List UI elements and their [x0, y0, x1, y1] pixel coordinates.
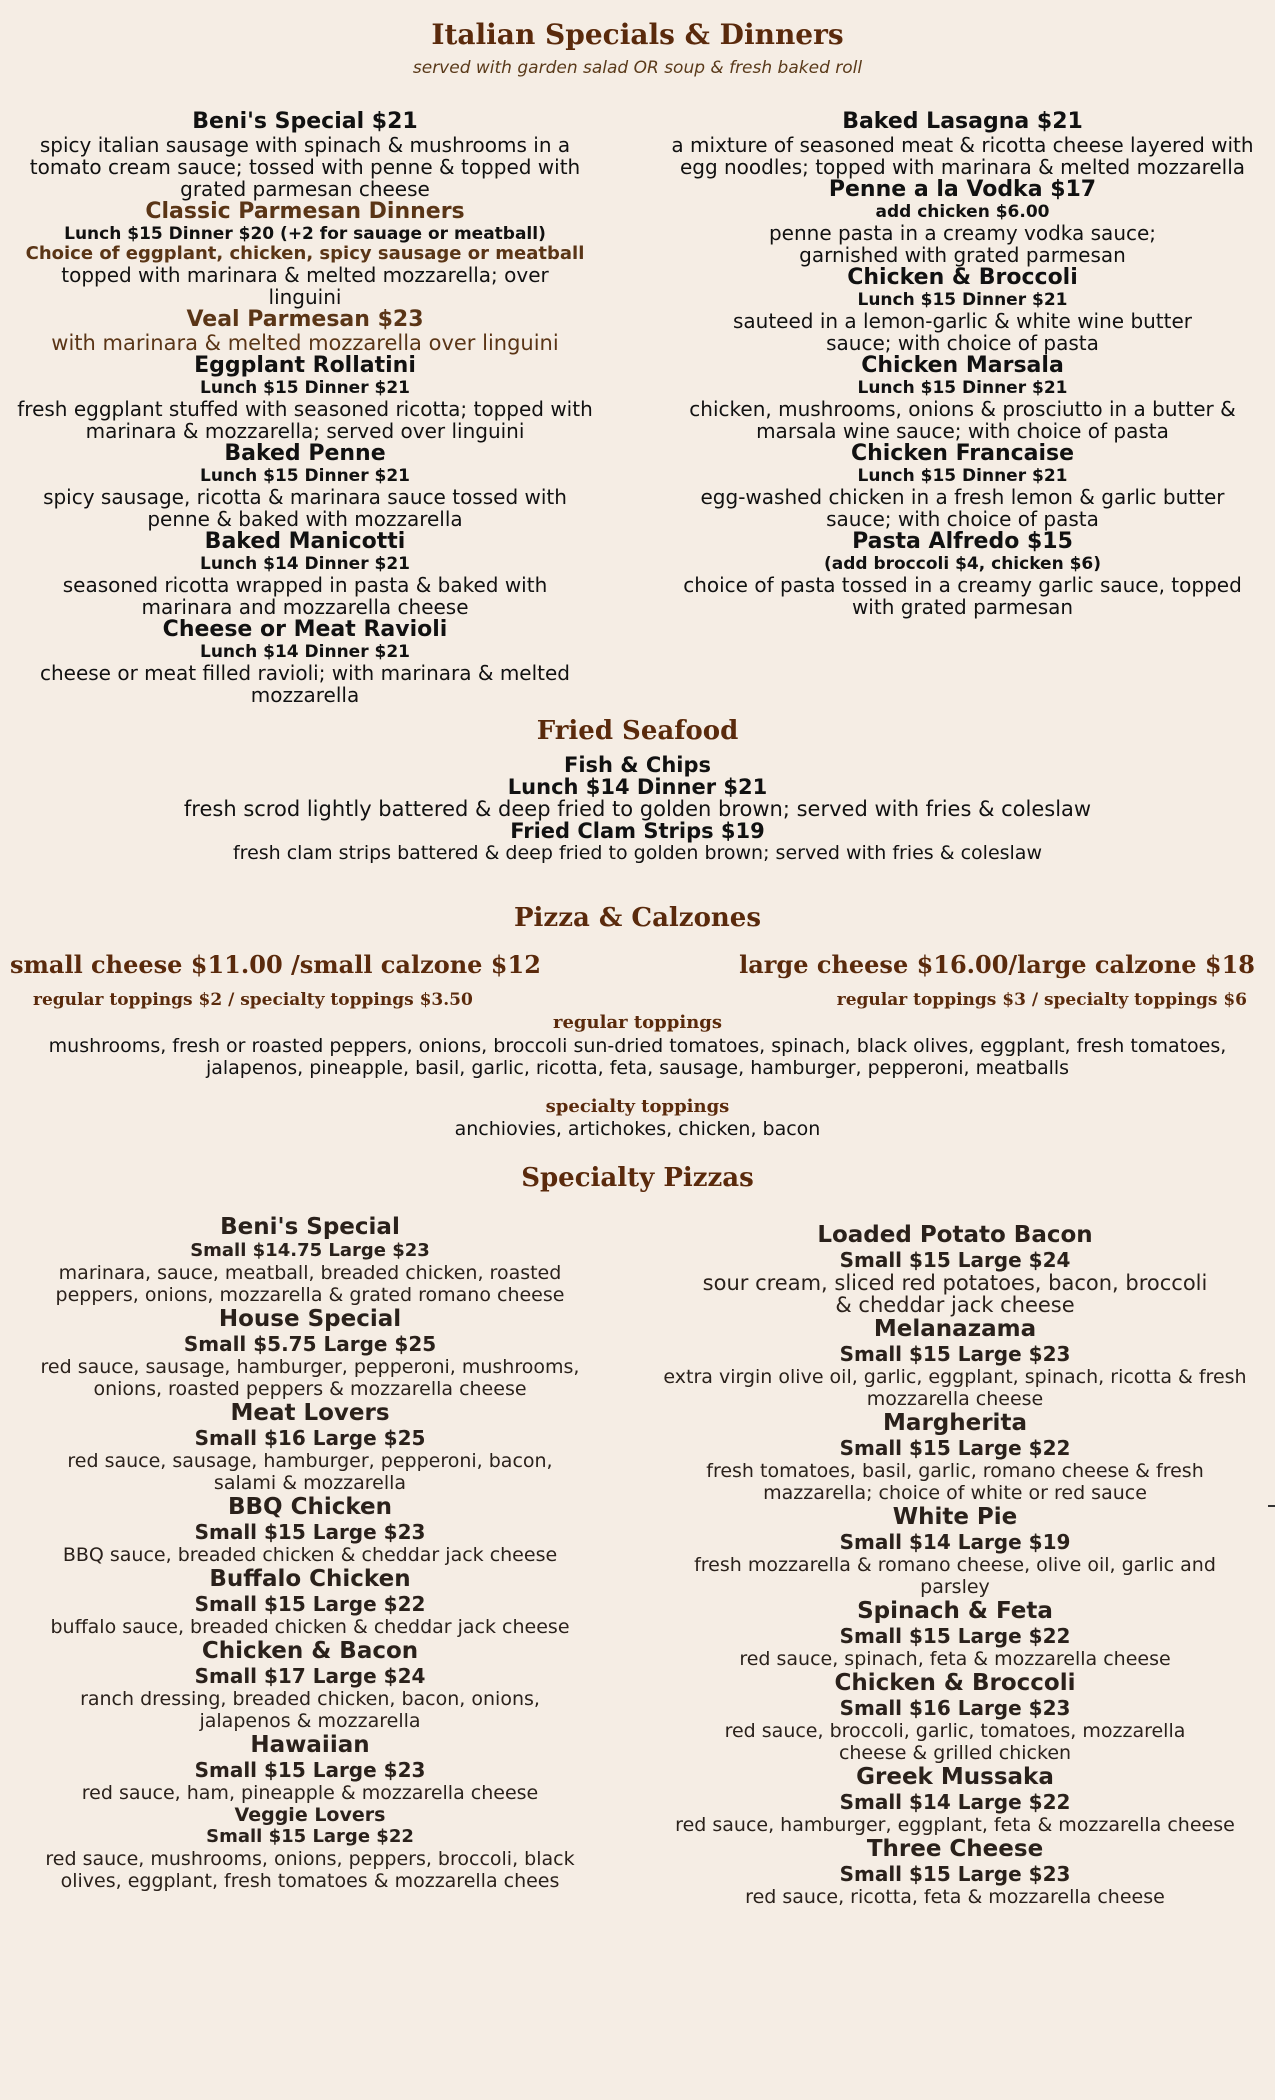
menu-item: [660, 1670, 1250, 1764]
item-price: Small $15 Large $22: [839, 1436, 1071, 1460]
item-name: Classic Parmesan Dinners: [145, 199, 465, 224]
item-description: egg-washed chicken in a fresh lemon & garlic butter sauce; with choice of pasta: [700, 485, 1225, 531]
menu-item: [660, 530, 1265, 618]
item-price: Lunch $14 Dinner $21: [199, 642, 410, 662]
menu-item: [660, 1222, 1250, 1316]
item-name: Buffalo Chicken: [209, 1566, 411, 1592]
item-name: Meat Lovers: [230, 1400, 390, 1426]
item-description: red sauce, spinach, feta & mozzarella cheese: [739, 1648, 1171, 1670]
item-price: Small $15 Large $23: [194, 1520, 426, 1544]
menu-item: [10, 354, 600, 442]
menu-item: [10, 530, 600, 618]
item-name: Beni's Special: [220, 1214, 400, 1240]
item-price: Small $5.75 Large $25: [183, 1332, 437, 1356]
item-description: buffalo sauce, breaded chicken & cheddar jack cheese: [50, 1616, 570, 1638]
specialty-pizzas-left-column: [20, 1214, 600, 1892]
item-price: Lunch $15 Dinner $21: [199, 466, 410, 486]
menu-item: [10, 618, 600, 706]
item-name: Three Cheese: [866, 1836, 1044, 1862]
item-price: Lunch $14 Dinner $21: [199, 554, 410, 574]
item-price: Lunch $15 Dinner $21: [857, 378, 1068, 398]
section-title-specialty-pizzas: Specialty Pizzas: [521, 1163, 754, 1193]
item-name: Fried Clam Strips $19: [510, 819, 765, 843]
menu-item: [20, 1306, 600, 1400]
item-description: sauteed in a lemon-garlic & white wine butter sauce; with choice of pasta: [732, 309, 1193, 355]
regular-toppings-list: mushrooms, fresh or roasted peppers, onions, broccoli sun-dried tomatoes, spinach, black olives, eggplant, fresh tomatoes, jalapenos, pineapple, basil, garlic, ricotta, feta, sausage, hamburger, pepperoni, meatballs: [48, 1035, 1227, 1079]
item-description: penne pasta in a creamy vodka sauce; garnished with grated parmesan: [768, 221, 1157, 267]
regular-toppings-title: regular toppings: [553, 1012, 722, 1033]
item-description: red sauce, broccoli, garlic, tomatoes, mozzarella cheese & grilled chicken: [724, 1720, 1186, 1764]
section-title-seafood: Fried Seafood: [536, 716, 739, 746]
menu-item: [660, 354, 1265, 442]
small-pizza-price: small cheese $11.00 /small calzone $12: [10, 950, 541, 979]
small-toppings-price: regular toppings $2 / specialty toppings $3.50: [33, 990, 473, 1010]
item-name: Hawaiian: [250, 1732, 370, 1758]
menu-item: [20, 1732, 600, 1804]
menu-item: [660, 1504, 1250, 1598]
item-name: Veggie Lovers: [234, 1804, 386, 1826]
item-description: red sauce, mushrooms, onions, peppers, broccoli, black olives, eggplant, fresh tomatoes & mozzarella chees: [45, 1848, 575, 1892]
item-name: Chicken Marsala: [861, 353, 1064, 378]
specialty-toppings-title: specialty toppings: [545, 1096, 730, 1117]
item-description: fresh clam strips battered & deep fried to golden brown; served with fries & coleslaw: [232, 842, 1042, 864]
page-subtitle: served with garden salad OR soup & fresh baked roll: [412, 58, 863, 78]
item-price: Small $15 Large $22: [839, 1624, 1071, 1648]
item-description: spicy sausage, ricotta & marinara sauce tossed with penne & baked with mozzarella: [43, 485, 567, 531]
dinners-right-column: [660, 110, 1265, 618]
item-name: Penne a la Vodka $17: [828, 177, 1097, 202]
item-price: Lunch $15 Dinner $20 (+2 for sauage or meatball): [64, 224, 546, 244]
item-description: fresh tomatoes, basil, garlic, romano cheese & fresh mazzarella; choice of white or red sauce: [706, 1460, 1204, 1504]
item-price: (add broccoli $4, chicken $6): [823, 554, 1102, 574]
item-description: red sauce, ham, pineapple & mozzarella cheese: [81, 1782, 539, 1804]
large-toppings-price: regular toppings $3 / specialty toppings $6: [836, 990, 1247, 1010]
item-price: add chicken $6.00: [875, 202, 1050, 222]
item-name: Baked Lasagna $21: [842, 109, 1083, 134]
menu-item: [660, 1836, 1250, 1908]
item-description: spicy italian sausage with spinach & mushrooms in a tomato cream sauce; tossed with penne & topped with grated parmesan cheese: [29, 133, 581, 201]
item-description: red sauce, sausage, hamburger, pepperoni, mushrooms, onions, roasted peppers & mozzarella cheese: [40, 1356, 580, 1400]
item-description: marinara, sauce, meatball, breaded chicken, roasted peppers, onions, mozzarella & grated romano cheese: [55, 1262, 565, 1306]
item-description: extra virgin olive oil, garlic, eggplant, spinach, ricotta & fresh mozzarella cheese: [663, 1366, 1247, 1410]
specialty-pizzas-right-column: [660, 1222, 1250, 1908]
menu-item: [660, 178, 1265, 266]
item-description: red sauce, hamburger, eggplant, feta & mozzarella cheese: [675, 1814, 1235, 1836]
item-price: Small $15 Large $23: [839, 1342, 1071, 1366]
menu-item: [10, 308, 600, 354]
item-price: Small $16 Large $25: [194, 1426, 426, 1450]
item-description: red sauce, sausage, hamburger, pepperoni, bacon, salami & mozzarella: [67, 1450, 553, 1494]
section-title-pizza: Pizza & Calzones: [514, 903, 761, 933]
item-price: Small $15 Large $24: [839, 1248, 1071, 1272]
item-description: with marinara & melted mozzarella over linguini: [51, 331, 559, 355]
item-name: Greek Mussaka: [856, 1764, 1054, 1790]
item-name: Loaded Potato Bacon: [817, 1222, 1093, 1248]
page-title: Italian Specials & Dinners: [431, 18, 844, 51]
menu-item: [10, 442, 600, 530]
item-description: sour cream, sliced red potatoes, bacon, broccoli & cheddar jack cheese: [702, 1271, 1208, 1317]
seafood-section: [0, 754, 1275, 864]
item-description: a mixture of seasoned meat & ricotta cheese layered with egg noodles; topped with marinara & melted mozzarella: [671, 133, 1254, 179]
item-name: Fish & Chips: [563, 753, 712, 777]
item-name: Margherita: [883, 1410, 1027, 1436]
item-description: fresh mozzarella & romano cheese, olive oil, garlic and parsley: [694, 1554, 1216, 1598]
item-name: Baked Penne: [224, 441, 386, 466]
item-name: Chicken & Broccoli: [834, 1670, 1076, 1696]
menu-item: [660, 110, 1265, 178]
item-description: cheese or meat filled ravioli; with marinara & melted mozzarella: [39, 661, 571, 707]
menu-item: [0, 754, 1275, 820]
item-name: Melanazama: [873, 1316, 1037, 1342]
item-name: House Special: [218, 1306, 402, 1332]
item-name: Pasta Alfredo $15: [852, 529, 1073, 554]
item-name: Chicken & Broccoli: [847, 265, 1078, 290]
item-price: Small $14.75 Large $23: [190, 1240, 430, 1261]
menu-item: [660, 442, 1265, 530]
menu-item: [660, 266, 1265, 354]
item-name: Spinach & Feta: [857, 1598, 1053, 1624]
item-price: Small $14 Large $19: [839, 1530, 1071, 1554]
item-description: seasoned ricotta wrapped in pasta & baked with marinara and mozzarella cheese: [62, 573, 548, 619]
item-name: BBQ Chicken: [227, 1494, 393, 1520]
item-description: fresh eggplant stuffed with seasoned ricotta; topped with marinara & mozzarella; served over linguini: [17, 397, 593, 443]
item-price: Small $15 Large $22: [194, 1592, 426, 1616]
item-name: Chicken Francaise: [850, 441, 1075, 466]
dinners-left-column: [10, 110, 600, 706]
item-price: Small $15 Large $22: [206, 1826, 414, 1847]
menu-item: [20, 1566, 600, 1638]
menu-item: [20, 1638, 600, 1732]
item-description: ranch dressing, breaded chicken, bacon, onions, jalapenos & mozzarella: [80, 1688, 540, 1732]
item-description: BBQ sauce, breaded chicken & cheddar jack cheese: [62, 1544, 558, 1566]
menu-item: [20, 1214, 600, 1306]
item-price: Small $14 Large $22: [839, 1790, 1071, 1814]
menu-item: [660, 1316, 1250, 1410]
item-name: Chicken & Bacon: [201, 1638, 419, 1664]
item-name: Beni's Special $21: [192, 109, 418, 134]
item-description: fresh scrod lightly battered & deep fried to golden brown; served with fries & coleslaw: [183, 797, 1092, 821]
item-price: Lunch $15 Dinner $21: [857, 290, 1068, 310]
menu-item: [0, 820, 1275, 864]
menu-item: [20, 1400, 600, 1494]
item-description: red sauce, ricotta, feta & mozzarella cheese: [745, 1886, 1165, 1908]
item-name: White Pie: [892, 1504, 1018, 1530]
menu-item: [660, 1764, 1250, 1836]
item-price: Small $15 Large $23: [194, 1758, 426, 1782]
item-price: Lunch $15 Dinner $21: [857, 466, 1068, 486]
item-price: Small $16 Large $23: [839, 1696, 1071, 1720]
menu-item: [660, 1410, 1250, 1504]
item-price: Small $17 Large $24: [194, 1664, 426, 1688]
item-price: Lunch $15 Dinner $21: [199, 378, 410, 398]
item-name: Eggplant Rollatini: [194, 353, 416, 378]
menu-item: [660, 1598, 1250, 1670]
item-price: Lunch $14 Dinner $21: [507, 775, 768, 799]
item-name: Veal Parmesan $23: [186, 307, 424, 332]
item-description: choice of pasta tossed in a creamy garlic sauce, topped with grated parmesan: [683, 573, 1242, 619]
item-choice: Choice of eggplant, chicken, spicy sausage or meatball: [25, 243, 585, 264]
item-description: chicken, mushrooms, onions & prosciutto in a butter & marsala wine sauce; with choice of pasta: [689, 397, 1236, 443]
item-name: Cheese or Meat Ravioli: [162, 617, 448, 642]
item-name: Baked Manicotti: [204, 529, 406, 554]
specialty-toppings-list: anchiovies, artichokes, chicken, bacon: [454, 1118, 821, 1140]
item-description: topped with marinara & melted mozzarella; over linguini: [61, 263, 549, 309]
item-price: Small $15 Large $23: [839, 1862, 1071, 1886]
menu-item: [20, 1804, 600, 1892]
menu-item: [10, 200, 600, 308]
menu-item: [20, 1494, 600, 1566]
edge-mark: [1268, 1505, 1275, 1507]
large-pizza-price: large cheese $16.00/large calzone $18: [739, 950, 1255, 979]
menu-item: [10, 110, 600, 200]
